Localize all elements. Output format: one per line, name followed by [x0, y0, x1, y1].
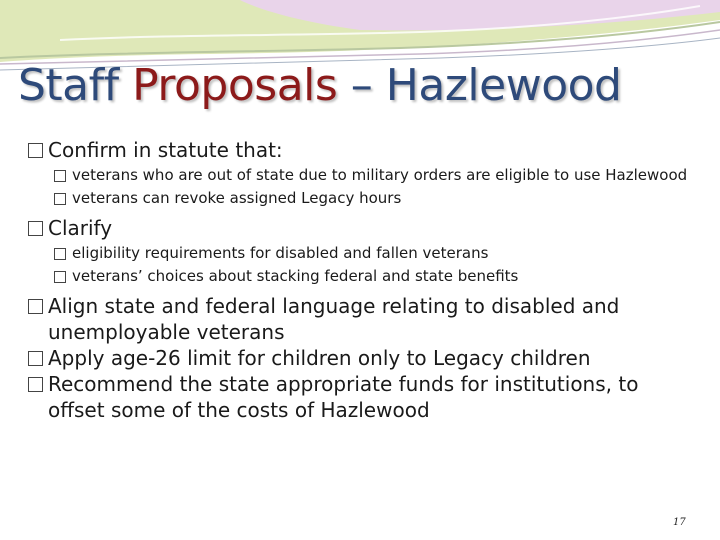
title-part-proposals: Proposals	[132, 60, 338, 111]
bullet-appropriate-funds	[28, 371, 688, 423]
bullet-text: Clarify	[48, 216, 113, 240]
checkbox-bullet-icon	[28, 299, 43, 314]
sub-bullet-text: veterans can revoke assigned Legacy hours	[72, 189, 402, 207]
checkbox-bullet-icon	[54, 193, 66, 205]
slide-title	[18, 56, 621, 116]
bullet-text: Recommend the state appropriate funds for institutions, to offset some of the costs of Hazlewood	[48, 372, 639, 422]
title-part-hazlewood: – Hazlewood	[337, 60, 622, 111]
checkbox-bullet-icon	[54, 248, 66, 260]
checkbox-bullet-icon	[54, 271, 66, 283]
checkbox-bullet-icon	[54, 170, 66, 182]
bullet-age-limit	[28, 345, 688, 371]
sub-bullet-revoke-hours	[54, 188, 688, 209]
bullet-text: Confirm in statute that:	[48, 138, 283, 162]
title-part-staff: Staff	[18, 60, 133, 111]
bullet-list	[28, 137, 688, 423]
checkbox-bullet-icon	[28, 351, 43, 366]
sub-bullet-eligibility	[54, 243, 688, 264]
sub-bullet-out-of-state	[54, 165, 688, 186]
sub-bullet-text: veterans’ choices about stacking federal and state benefits	[72, 267, 519, 285]
bullet-text: Apply age-26 limit for children only to Legacy children	[48, 346, 591, 370]
page-number: 17	[673, 517, 686, 528]
bullet-align-language	[28, 293, 688, 345]
bullet-text: Align state and federal language relating to disabled and unemployable veterans	[48, 294, 620, 344]
sub-bullet-text: eligibility requirements for disabled and fallen veterans	[72, 244, 489, 262]
bullet-clarify	[28, 215, 688, 241]
checkbox-bullet-icon	[28, 143, 43, 158]
sub-bullet-stacking	[54, 266, 688, 287]
sub-bullet-text: veterans who are out of state due to military orders are eligible to use Hazlewood	[72, 166, 688, 184]
checkbox-bullet-icon	[28, 221, 43, 236]
bullet-confirm	[28, 137, 688, 163]
checkbox-bullet-icon	[28, 377, 43, 392]
